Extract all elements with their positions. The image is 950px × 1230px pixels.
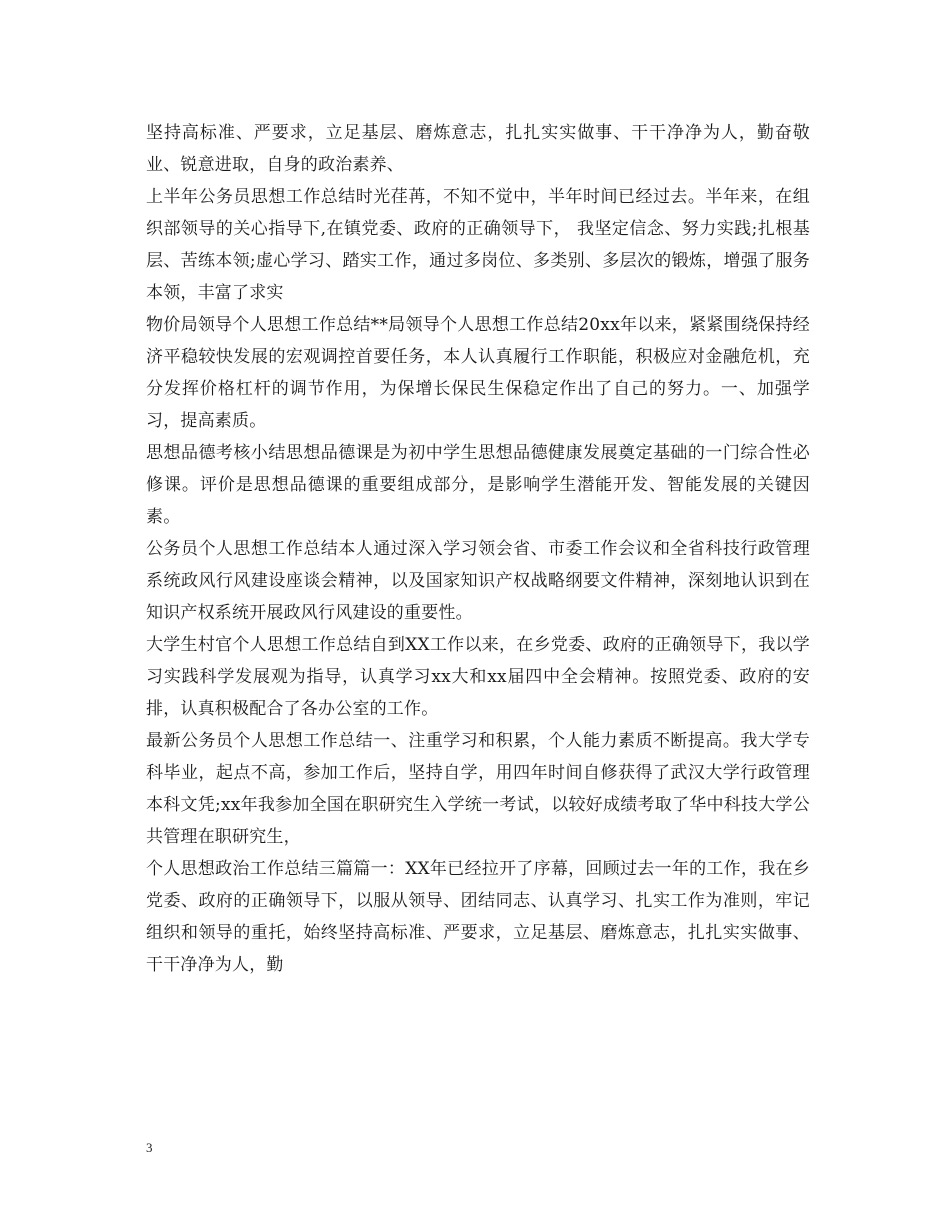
- paragraph-4: 思想品德考核小结思想品德课是为初中学生思想品德健康发展奠定基础的一门综合性必修课。评价是思想品德课的重要组成部分，是影响学生潜能开发、智能发展的关键因素。: [146, 443, 810, 527]
- paragraph-5: 公务员个人思想工作总结本人通过深入学习领会省、市委工作会议和全省科技行政管理系统政风行风建设座谈会精神，以及国家知识产权战略纲要文件精神，深刻地认识到在知识产权系统开展政风行风建设的重要性。: [146, 539, 810, 623]
- paragraph-3: 物价局领导个人思想工作总结**局领导个人思想工作总结20xx年以来，紧紧围绕保持经济平稳较快发展的宏观调控首要任务，本人认真履行工作职能，积极应对金融危机，充分发挥价格杠杆的调节作用，为保增长保民生保稳定作出了自己的努力。一、加强学习，提高素质。: [146, 315, 810, 431]
- paragraph-6: 大学生村官个人思想工作总结自到XX工作以来，在乡党委、政府的正确领导下，我以学习实践科学发展观为指导，认真学习xx大和xx届四中全会精神。按照党委、政府的安排，认真积极配合了各办公室的工作。: [146, 635, 810, 719]
- paragraph-7: 最新公务员个人思想工作总结一、注重学习和积累，个人能力素质不断提高。我大学专科毕业，起点不高，参加工作后，坚持自学，用四年时间自修获得了武汉大学行政管理本科文凭;xx年我参加全国在职研究生入学统一考试，以较好成绩考取了华中科技大学公共管理在职研究生，: [146, 731, 810, 847]
- paragraph-1: 坚持高标准、严要求，立足基层、磨炼意志，扎扎实实做事、干干净净为人，勤奋敬业、锐意进取，自身的政治素养、: [146, 123, 810, 175]
- page-number: 3: [146, 1140, 153, 1155]
- paragraph-8: 个人思想政治工作总结三篇篇一：XX年已经拉开了序幕，回顾过去一年的工作，我在乡党委、政府的正确领导下，以服从领导、团结同志、认真学习、扎实工作为准则，牢记组织和领导的重托，始终坚持高标准、严要求，立足基层、磨炼意志，扎扎实实做事、干干净净为人，勤: [146, 859, 810, 975]
- paragraph-2: 上半年公务员思想工作总结时光荏苒，不知不觉中，半年时间已经过去。半年来，在组织部领导的关心指导下,在镇党委、政府的正确领导下， 我坚定信念、努力实践;扎根基层、苦练本领;虚心学习、踏实工作，通过多岗位、多类别、多层次的锻炼，增强了服务本领，丰富了求实: [146, 187, 810, 303]
- document-body: [146, 117, 810, 981]
